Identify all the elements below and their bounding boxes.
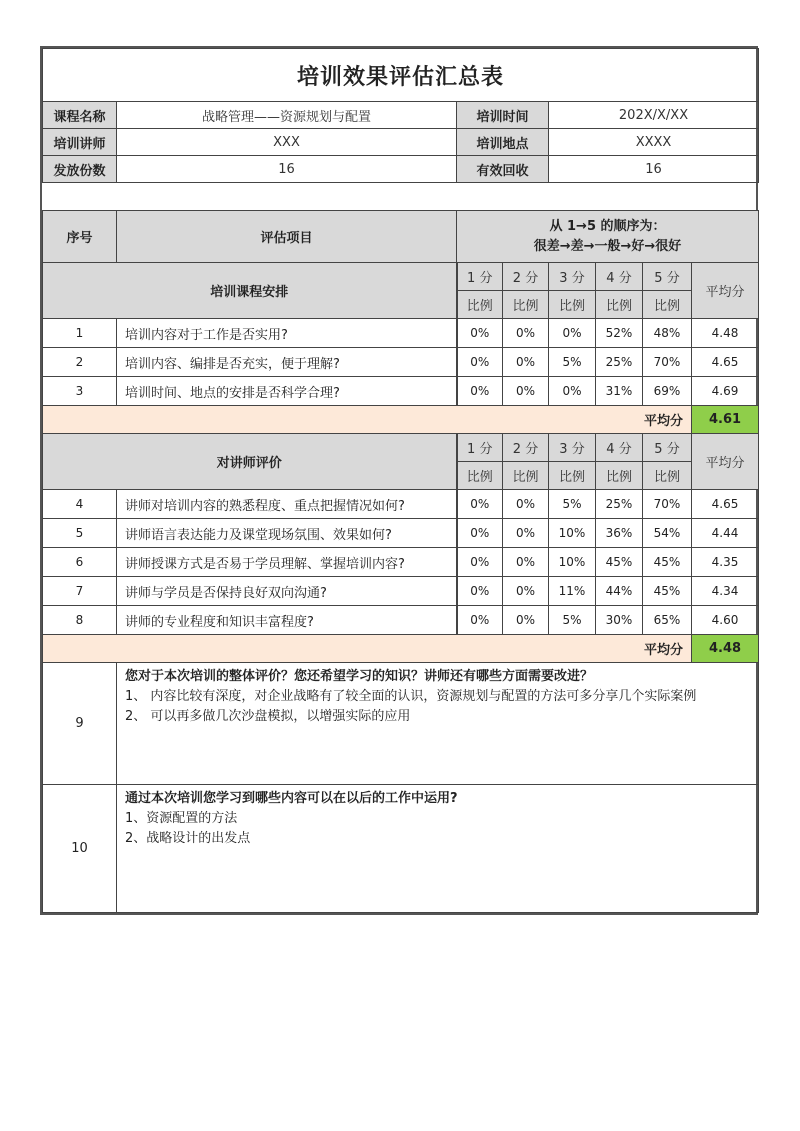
time-label: 培训时间 xyxy=(457,102,549,129)
pct-5: 45% xyxy=(643,577,692,606)
ratio-label: 比例 xyxy=(643,462,692,490)
question-text: 培训内容对于工作是否实用? xyxy=(117,319,457,348)
pct-1: 0% xyxy=(457,548,503,577)
pct-5: 65% xyxy=(643,606,692,635)
row-number: 1 xyxy=(43,319,117,348)
pct-5: 70% xyxy=(643,490,692,519)
open-question-content xyxy=(117,663,759,785)
section-average-row xyxy=(43,406,759,434)
score-header-4: 4 分 xyxy=(596,263,643,291)
pct-4: 36% xyxy=(596,519,643,548)
pct-3: 5% xyxy=(549,348,596,377)
score-header-3: 3 分 xyxy=(549,263,596,291)
question-text: 讲师语言表达能力及课堂现场氛围、效果如何? xyxy=(117,519,457,548)
ratio-label: 比例 xyxy=(643,291,692,319)
row-number: 5 xyxy=(43,519,117,548)
pct-4: 44% xyxy=(596,577,643,606)
table-row xyxy=(43,319,759,348)
question-text: 培训内容、编排是否充实，便于理解? xyxy=(117,348,457,377)
answer-line: 2、战略设计的出发点 xyxy=(125,831,251,846)
question-text: 培训时间、地点的安排是否科学合理? xyxy=(117,377,457,406)
section-average-label: 平均分 xyxy=(43,406,692,434)
location-value: XXXX xyxy=(549,129,759,156)
open-question-text: 您对于本次培训的整体评价？您还希望学习的知识？讲师还有哪些方面需要改进？ xyxy=(125,669,594,684)
pct-5: 69% xyxy=(643,377,692,406)
pct-5: 54% xyxy=(643,519,692,548)
pct-4: 30% xyxy=(596,606,643,635)
open-question-text: 通过本次培训您学习到哪些内容可以在以后的工作中运用? xyxy=(125,791,458,806)
scale-header xyxy=(457,211,759,263)
avg-score: 4.60 xyxy=(692,606,759,635)
pct-1: 0% xyxy=(457,519,503,548)
issued-value: 16 xyxy=(117,156,457,183)
row-number: 8 xyxy=(43,606,117,635)
avg-score: 4.65 xyxy=(692,490,759,519)
ratio-label: 比例 xyxy=(457,291,503,319)
avg-score: 4.35 xyxy=(692,548,759,577)
score-header-2: 2 分 xyxy=(503,434,549,462)
scale-line-1: 从 1→5 的顺序为： xyxy=(549,218,666,234)
pct-2: 0% xyxy=(503,348,549,377)
row-number: 3 xyxy=(43,377,117,406)
table-row xyxy=(43,548,759,577)
table-row xyxy=(43,348,759,377)
pct-4: 25% xyxy=(596,490,643,519)
pct-3: 0% xyxy=(549,319,596,348)
question-text: 讲师与学员是否保持良好双向沟通? xyxy=(117,577,457,606)
section-average-label: 平均分 xyxy=(43,635,692,663)
row-number: 2 xyxy=(43,348,117,377)
course-value: 战略管理——资源规划与配置 xyxy=(117,102,457,129)
avg-header: 平均分 xyxy=(692,263,759,319)
question-text: 讲师授课方式是否易于学员理解、掌握培训内容? xyxy=(117,548,457,577)
pct-1: 0% xyxy=(457,377,503,406)
page-title: 培训效果评估汇总表 xyxy=(43,49,759,102)
location-label: 培训地点 xyxy=(457,129,549,156)
time-value: 202X/X/XX xyxy=(549,102,759,129)
pct-2: 0% xyxy=(503,490,549,519)
avg-score: 4.34 xyxy=(692,577,759,606)
row-number: 7 xyxy=(43,577,117,606)
pct-2: 0% xyxy=(503,577,549,606)
evaluation-summary-sheet xyxy=(40,46,758,915)
pct-2: 0% xyxy=(503,319,549,348)
open-question-row xyxy=(43,663,759,785)
pct-3: 5% xyxy=(549,490,596,519)
avg-score: 4.48 xyxy=(692,319,759,348)
pct-3: 5% xyxy=(549,606,596,635)
section-average-value: 4.61 xyxy=(692,406,759,434)
scale-line-2: 很差→差→一般→好→很好 xyxy=(533,238,682,254)
pct-2: 0% xyxy=(503,548,549,577)
answer-line: 1、资源配置的方法 xyxy=(125,811,238,826)
score-header-4: 4 分 xyxy=(596,434,643,462)
section-title-course: 培训课程安排 xyxy=(43,263,457,319)
item-header: 评估项目 xyxy=(117,211,457,263)
seq-header: 序号 xyxy=(43,211,117,263)
table-row xyxy=(43,519,759,548)
ratio-label: 比例 xyxy=(549,462,596,490)
section-average-row xyxy=(43,635,759,663)
pct-5: 48% xyxy=(643,319,692,348)
pct-3: 10% xyxy=(549,548,596,577)
row-number: 4 xyxy=(43,490,117,519)
open-question-row xyxy=(43,785,759,913)
avg-score: 4.44 xyxy=(692,519,759,548)
pct-3: 0% xyxy=(549,377,596,406)
ratio-label: 比例 xyxy=(503,462,549,490)
section-average-value: 4.48 xyxy=(692,635,759,663)
avg-header: 平均分 xyxy=(692,434,759,490)
lecturer-value: XXX xyxy=(117,129,457,156)
valid-label: 有效回收 xyxy=(457,156,549,183)
pct-3: 11% xyxy=(549,577,596,606)
pct-2: 0% xyxy=(503,377,549,406)
answer-line: 1、 内容比较有深度，对企业战略有了较全面的认识，资源规划与配置的方法可多分享几个实际案例 xyxy=(125,689,697,704)
answer-line: 2、 可以再多做几次沙盘模拟，以增强实际的应用 xyxy=(125,709,411,724)
question-text: 讲师的专业程度和知识丰富程度? xyxy=(117,606,457,635)
pct-1: 0% xyxy=(457,490,503,519)
ratio-label: 比例 xyxy=(503,291,549,319)
pct-4: 45% xyxy=(596,548,643,577)
question-text: 讲师对培训内容的熟悉程度、重点把握情况如何? xyxy=(117,490,457,519)
table-row xyxy=(43,377,759,406)
open-question-content xyxy=(117,785,759,913)
score-header-3: 3 分 xyxy=(549,434,596,462)
table-row xyxy=(43,606,759,635)
score-header-2: 2 分 xyxy=(503,263,549,291)
ratio-label: 比例 xyxy=(596,462,643,490)
score-header-1: 1 分 xyxy=(457,434,503,462)
pct-3: 10% xyxy=(549,519,596,548)
ratio-label: 比例 xyxy=(549,291,596,319)
table-row xyxy=(43,577,759,606)
ratio-label: 比例 xyxy=(457,462,503,490)
pct-4: 25% xyxy=(596,348,643,377)
issued-label: 发放份数 xyxy=(43,156,117,183)
pct-4: 31% xyxy=(596,377,643,406)
pct-1: 0% xyxy=(457,348,503,377)
pct-2: 0% xyxy=(503,606,549,635)
valid-value: 16 xyxy=(549,156,759,183)
pct-1: 0% xyxy=(457,319,503,348)
pct-2: 0% xyxy=(503,519,549,548)
pct-1: 0% xyxy=(457,606,503,635)
avg-score: 4.69 xyxy=(692,377,759,406)
pct-1: 0% xyxy=(457,577,503,606)
row-number: 9 xyxy=(43,663,117,785)
row-number: 6 xyxy=(43,548,117,577)
score-header-5: 5 分 xyxy=(643,263,692,291)
pct-4: 52% xyxy=(596,319,643,348)
spacer-row xyxy=(43,183,759,211)
evaluation-table xyxy=(42,48,759,913)
course-label: 课程名称 xyxy=(43,102,117,129)
pct-5: 70% xyxy=(643,348,692,377)
row-number: 10 xyxy=(43,785,117,913)
score-header-5: 5 分 xyxy=(643,434,692,462)
pct-5: 45% xyxy=(643,548,692,577)
section-title-lecturer: 对讲师评价 xyxy=(43,434,457,490)
score-header-1: 1 分 xyxy=(457,263,503,291)
ratio-label: 比例 xyxy=(596,291,643,319)
table-row xyxy=(43,490,759,519)
lecturer-label: 培训讲师 xyxy=(43,129,117,156)
avg-score: 4.65 xyxy=(692,348,759,377)
